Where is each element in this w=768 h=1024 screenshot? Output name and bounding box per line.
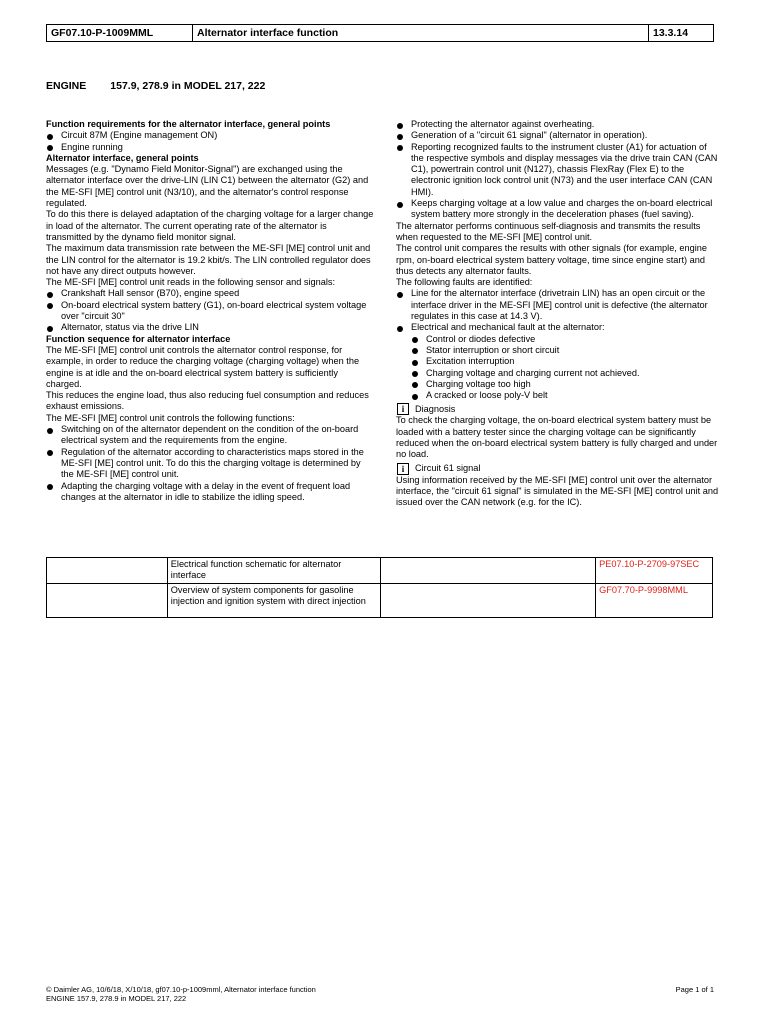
note-title: Circuit 61 signal xyxy=(415,462,481,473)
list-item: Regulation of the alternator according to characteristics maps stored in the ME-SFI [ME] control unit. To do this the charging voltage is determined by the ME-SFI [ME] control unit. xyxy=(46,447,374,481)
document-header xyxy=(46,24,714,42)
paragraph: To check the charging voltage, the on-board electrical system battery must be loaded with a battery tester since the charging voltage can be significantly reduced when the on-board electrical system battery is fully charged and under no load. xyxy=(396,415,718,460)
section-heading: Function sequence for alternator interface xyxy=(46,333,231,344)
table-cell xyxy=(47,584,168,618)
paragraph: The alternator performs continuous self-diagnosis and transmits the results when requested to the ME-SFI [ME] control unit. xyxy=(396,220,701,242)
list-item: Circuit 87M (Engine management ON) xyxy=(46,130,374,141)
functions-list-continued xyxy=(396,119,720,221)
paragraph: The following faults are identified: xyxy=(396,277,533,288)
doc-title: Alternator interface function xyxy=(193,25,649,41)
engine-models: 157.9, 278.9 in MODEL 217, 222 xyxy=(110,80,266,92)
list-item: Protecting the alternator against overheating. xyxy=(396,119,720,130)
list-item: Charging voltage and charging current not achieved. xyxy=(411,368,720,379)
paragraph: The maximum data transmission rate between the ME-SFI [ME] control unit and the LIN control for the alternator is 19.2 kbit/s. The LIN controlled regulator does not have any direct outputs however. xyxy=(46,243,371,276)
paragraph: This reduces the engine load, thus also reducing fuel consumption and reduces exhaust emissions. xyxy=(46,390,369,412)
subfaults-list xyxy=(411,334,720,402)
paragraph: The ME-SFI [ME] control unit controls the alternator control response, for example, in order to reduce the charging voltage (charging voltage) when the engine is at idle and the on-board electrical system battery is sufficiently charged. xyxy=(46,344,360,389)
list-item: Line for the alternator interface (drivetrain LIN) has an open circuit or the interface driver in the ME-SFI [ME] control unit is defective (the alternator regulates in this case at 14.3 V). xyxy=(396,288,720,322)
list-item: On-board electrical system battery (G1), on-board electrical system voltage over "circuit 30" xyxy=(46,300,374,323)
table-cell xyxy=(47,558,168,584)
list-item: Alternator, status via the drive LIN xyxy=(46,322,374,333)
list-item: Electrical and mechanical fault at the alternator: xyxy=(396,322,720,333)
list-item: Stator interruption or short circuit xyxy=(411,345,720,356)
right-column xyxy=(396,119,720,509)
ref-link[interactable]: PE07.10-P-2709-97SEC xyxy=(596,558,713,584)
doc-date: 13.3.14 xyxy=(653,27,689,39)
table-cell xyxy=(381,558,596,584)
circuit61-note xyxy=(396,463,720,475)
paragraph: Messages (e.g. "Dynamo Field Monitor-Signal") are exchanged using the alternator interface over the drive-LIN (LIN C1) between the alternator (G2) and the ME-SFI [ME] control unit (N3/10), and the alternator's control response regulated. xyxy=(46,164,369,209)
table-row xyxy=(47,584,713,618)
info-icon: i xyxy=(397,403,409,415)
list-item: Generation of a "circuit 61 signal" (alternator in operation). xyxy=(396,130,720,141)
list-item: Excitation interruption xyxy=(411,356,720,367)
engine-heading xyxy=(46,80,265,92)
doc-id: GF07.10-P-1009MML xyxy=(47,25,193,41)
note-title: Diagnosis xyxy=(415,403,456,414)
footer-engine: ENGINE 157.9, 278.9 in MODEL 217, 222 xyxy=(46,994,187,1003)
references-table xyxy=(46,557,713,618)
section-heading: Function requirements for the alternator interface, general points xyxy=(46,119,331,129)
list-item: Keeps charging voltage at a low value and charges the on-board electrical system battery more strongly in the deceleration phases (fuel saving). xyxy=(396,198,720,221)
list-item: A cracked or loose poly-V belt xyxy=(411,390,720,401)
footer-copyright: © Daimler AG, 10/6/18, X/10/18, gf07.10-p-1009mml, Alternator interface function xyxy=(46,985,316,994)
list-item: Engine running xyxy=(46,142,374,153)
footer xyxy=(46,985,714,1003)
list-item: Control or diodes defective xyxy=(411,334,720,345)
paragraph: The ME-SFI [ME] control unit controls the following functions: xyxy=(46,412,295,423)
list-item: Charging voltage too high xyxy=(411,379,720,390)
list-item: Reporting recognized faults to the instrument cluster (A1) for actuation of the respective symbols and display messages via the drive train CAN (CAN C1), powertrain control unit (N127), chassis FlexRay (Flex E) to the electronic ignition lock control unit (N73) and the user interface CAN (CAN HMI). xyxy=(396,142,720,198)
ref-description: Overview of system components for gasoline injection and ignition system with direct injection xyxy=(167,584,381,618)
table-cell xyxy=(381,584,596,618)
signals-list xyxy=(46,288,374,333)
section-heading: Alternator interface, general points xyxy=(46,152,199,163)
requirements-list xyxy=(46,130,374,153)
paragraph: Using information received by the ME-SFI [ME] control unit over the alternator interface, the "circuit 61 signal" is simulated in the ME-SFI [ME] control unit and issued over the CAN network (e.g. for the IC). xyxy=(396,474,719,508)
paragraph: The control unit compares the results with other signals (for example, engine rpm, on-board electrical system battery voltage, time since engine start) and thus detects any alternator faults. xyxy=(396,243,707,276)
info-icon: i xyxy=(397,463,409,475)
list-item: Adapting the charging voltage with a delay in the event of frequent load changes at the alternator in idle to stabilize the idling speed. xyxy=(46,481,374,504)
ref-link[interactable]: GF07.70-P-9998MML xyxy=(596,584,713,618)
paragraph: The ME-SFI [ME] control unit reads in the following sensor and signals: xyxy=(46,277,336,288)
table-row xyxy=(47,558,713,584)
page-number: Page 1 of 1 xyxy=(675,985,714,994)
list-item: Switching on of the alternator dependent on the condition of the on-board electrical system and the requirements from the engine. xyxy=(46,424,374,447)
list-item: Crankshaft Hall sensor (B70), engine speed xyxy=(46,288,374,299)
functions-list xyxy=(46,424,374,503)
ref-description: Electrical function schematic for alternator interface xyxy=(167,558,381,584)
diagnosis-note xyxy=(396,403,720,415)
paragraph: To do this there is delayed adaptation of the charging voltage for a larger change in load of the alternator. The current operating rate of the alternator is transmitted by the dynamo field monitor signal. xyxy=(46,209,374,242)
faults-list xyxy=(396,288,720,333)
left-column xyxy=(46,119,374,503)
engine-label: ENGINE xyxy=(46,80,87,92)
